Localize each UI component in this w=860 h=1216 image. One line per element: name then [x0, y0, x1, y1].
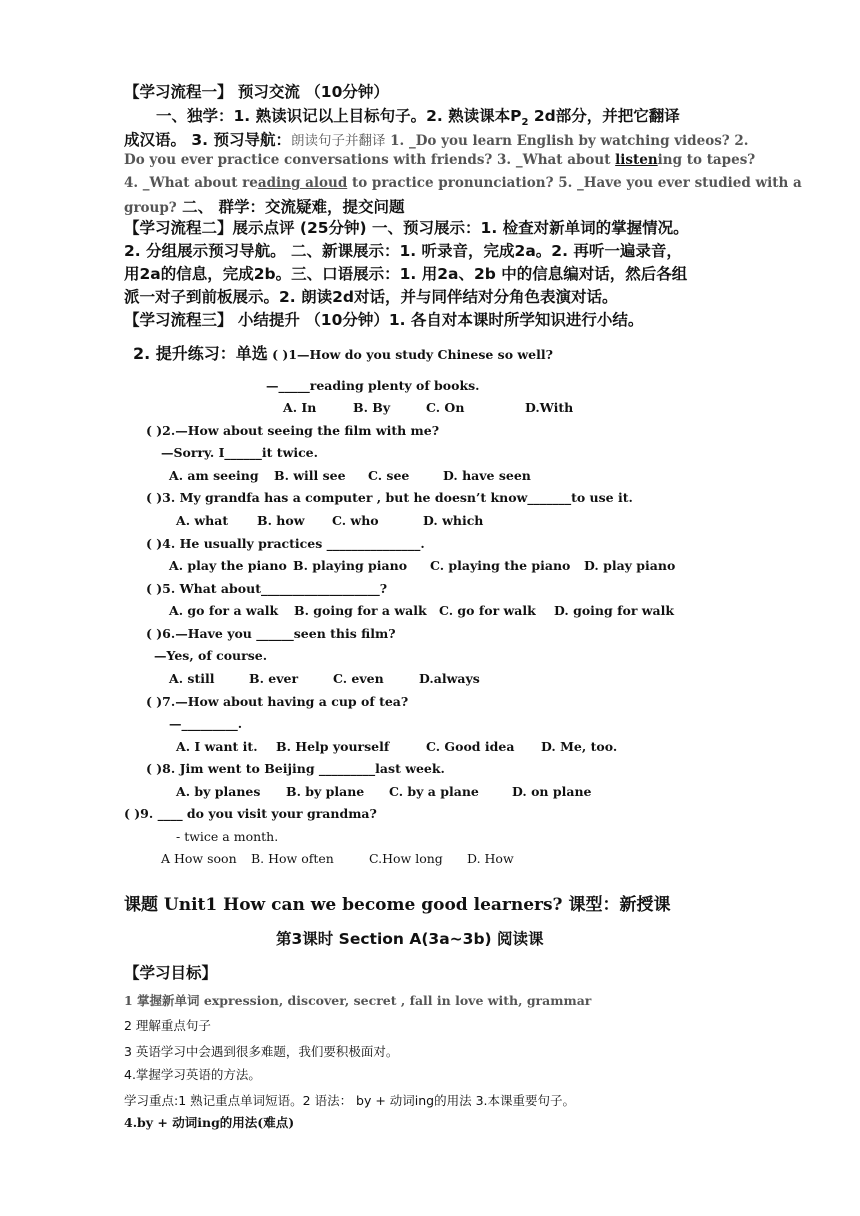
q4-question: ( )4. He usually practices _______________. — [146, 536, 425, 551]
flow1-heading: 【学习流程一】 预习交流 （10分钟） — [124, 83, 389, 101]
flow1-text-line3: 成汉语。 3. 预习导航：朗读句子并翻译 1. _Do you learn English by watching videos? 2. — [124, 131, 749, 149]
q2-options: A. am seeing B. will see C. see D. have seen — [169, 468, 531, 483]
lesson-title: 课题 Unit1 How can we become good learners? 课型：新授课 — [124, 895, 671, 915]
flow3-practice-line: 2. 提升练习：单选 ( )1—How do you study Chinese so well? — [133, 344, 553, 363]
q2-answer-line: —Sorry. I______it twice. — [161, 445, 318, 460]
q7-question: ( )7.—How about having a cup of tea? — [146, 694, 409, 709]
q5-options: A. go for a walk B. going for a walk C. go for walk D. going for walk — [169, 603, 675, 618]
q1-answer-line: —_____reading plenty of books. — [266, 378, 480, 393]
flow2-heading: 【学习流程二】展示点评 (25分钟) 一、预习展示：1. 检查对新单词的掌握情况。 — [124, 219, 689, 237]
q7-options: A. I want it. B. Help yourself C. Good idea D. Me, too. — [176, 739, 618, 754]
key-points-1: 学习重点:1 熟记重点单词短语。2 语法： by + 动词ing的用法 3.本课重要句子。 — [124, 1093, 576, 1108]
goal-2: 2 理解重点句子 — [124, 1018, 211, 1033]
q3-options: A. what B. how C. who D. which — [176, 513, 484, 528]
q6-answer-line: —Yes, of course. — [154, 648, 268, 663]
q9-options: A How soon B. How often C.How long D. How — [161, 851, 514, 866]
flow2-text-line2: 2. 分组展示预习导航。 二、新课展示：1. 听录音，完成2a。2. 再听一遍录音， — [124, 242, 682, 260]
flow2-text-line4: 派一对子到前板展示。2. 朗读2d对话，并与同伴结对分角色表演对话。 — [124, 288, 618, 306]
q9-answer-line: - twice a month. — [176, 829, 279, 844]
goal-1: 1 掌握新单词 expression, discover, secret , fall in love with, grammar — [124, 993, 592, 1008]
q1-options: A. In B. By C. On D.With — [283, 400, 574, 415]
goal-4: 4.掌握学习英语的方法。 — [124, 1067, 261, 1082]
q6-question: ( )6.—Have you ______seen this film? — [146, 626, 396, 641]
flow2-text-line3: 用2a的信息，完成2b。三、口语展示：1. 用2a、2b 中的信息编对话，然后各组 — [124, 265, 688, 283]
q3-question: ( )3. My grandfa has a computer , but he doesn’t know_______to use it. — [146, 490, 633, 505]
key-points-2: 4.by + 动词ing的用法(难点) — [124, 1115, 295, 1130]
q8-question: ( )8. Jim went to Beijing _________last week. — [146, 761, 445, 776]
flow1-text-line4: Do you ever practice conversations with friends? 3. _What about listening to tapes? — [124, 152, 756, 168]
q5-question: ( )5. What about___________________? — [146, 581, 388, 596]
q2-question: ( )2.—How about seeing the film with me? — [146, 423, 440, 438]
q9-question: ( )9. ____ do you visit your grandma? — [124, 806, 377, 821]
flow1-text-line2: 一、独学：1. 熟读识记以上目标句子。2. 熟读课本$P_2$ 2d部分，并把它翻译 — [156, 107, 680, 129]
goals-header: 【学习目标】 — [124, 964, 218, 982]
q8-options: A. by planes B. by plane C. by a plane D. on plane — [176, 784, 592, 799]
flow1-text-line6: group? 二、 群学：交流疑难，提交问题 — [124, 198, 405, 216]
lesson-subtitle: 第3课时 Section A(3a~3b) 阅读课 — [276, 930, 544, 948]
q7-answer-line: —_________. — [169, 716, 243, 731]
q4-options: A. play the piano B. playing piano C. playing the piano D. play piano — [169, 558, 676, 573]
q6-options: A. still B. ever C. even D.always — [169, 671, 480, 686]
goal-3: 3 英语学习中会遇到很多难题，我们要积极面对。 — [124, 1044, 399, 1059]
flow3-heading: 【学习流程三】 小结提升 （10分钟）1. 各自对本课时所学知识进行小结。 — [124, 311, 644, 329]
flow1-text-line5: 4. _What about reading aloud to practice pronunciation? 5. _Have you ever studied with a — [124, 175, 802, 191]
